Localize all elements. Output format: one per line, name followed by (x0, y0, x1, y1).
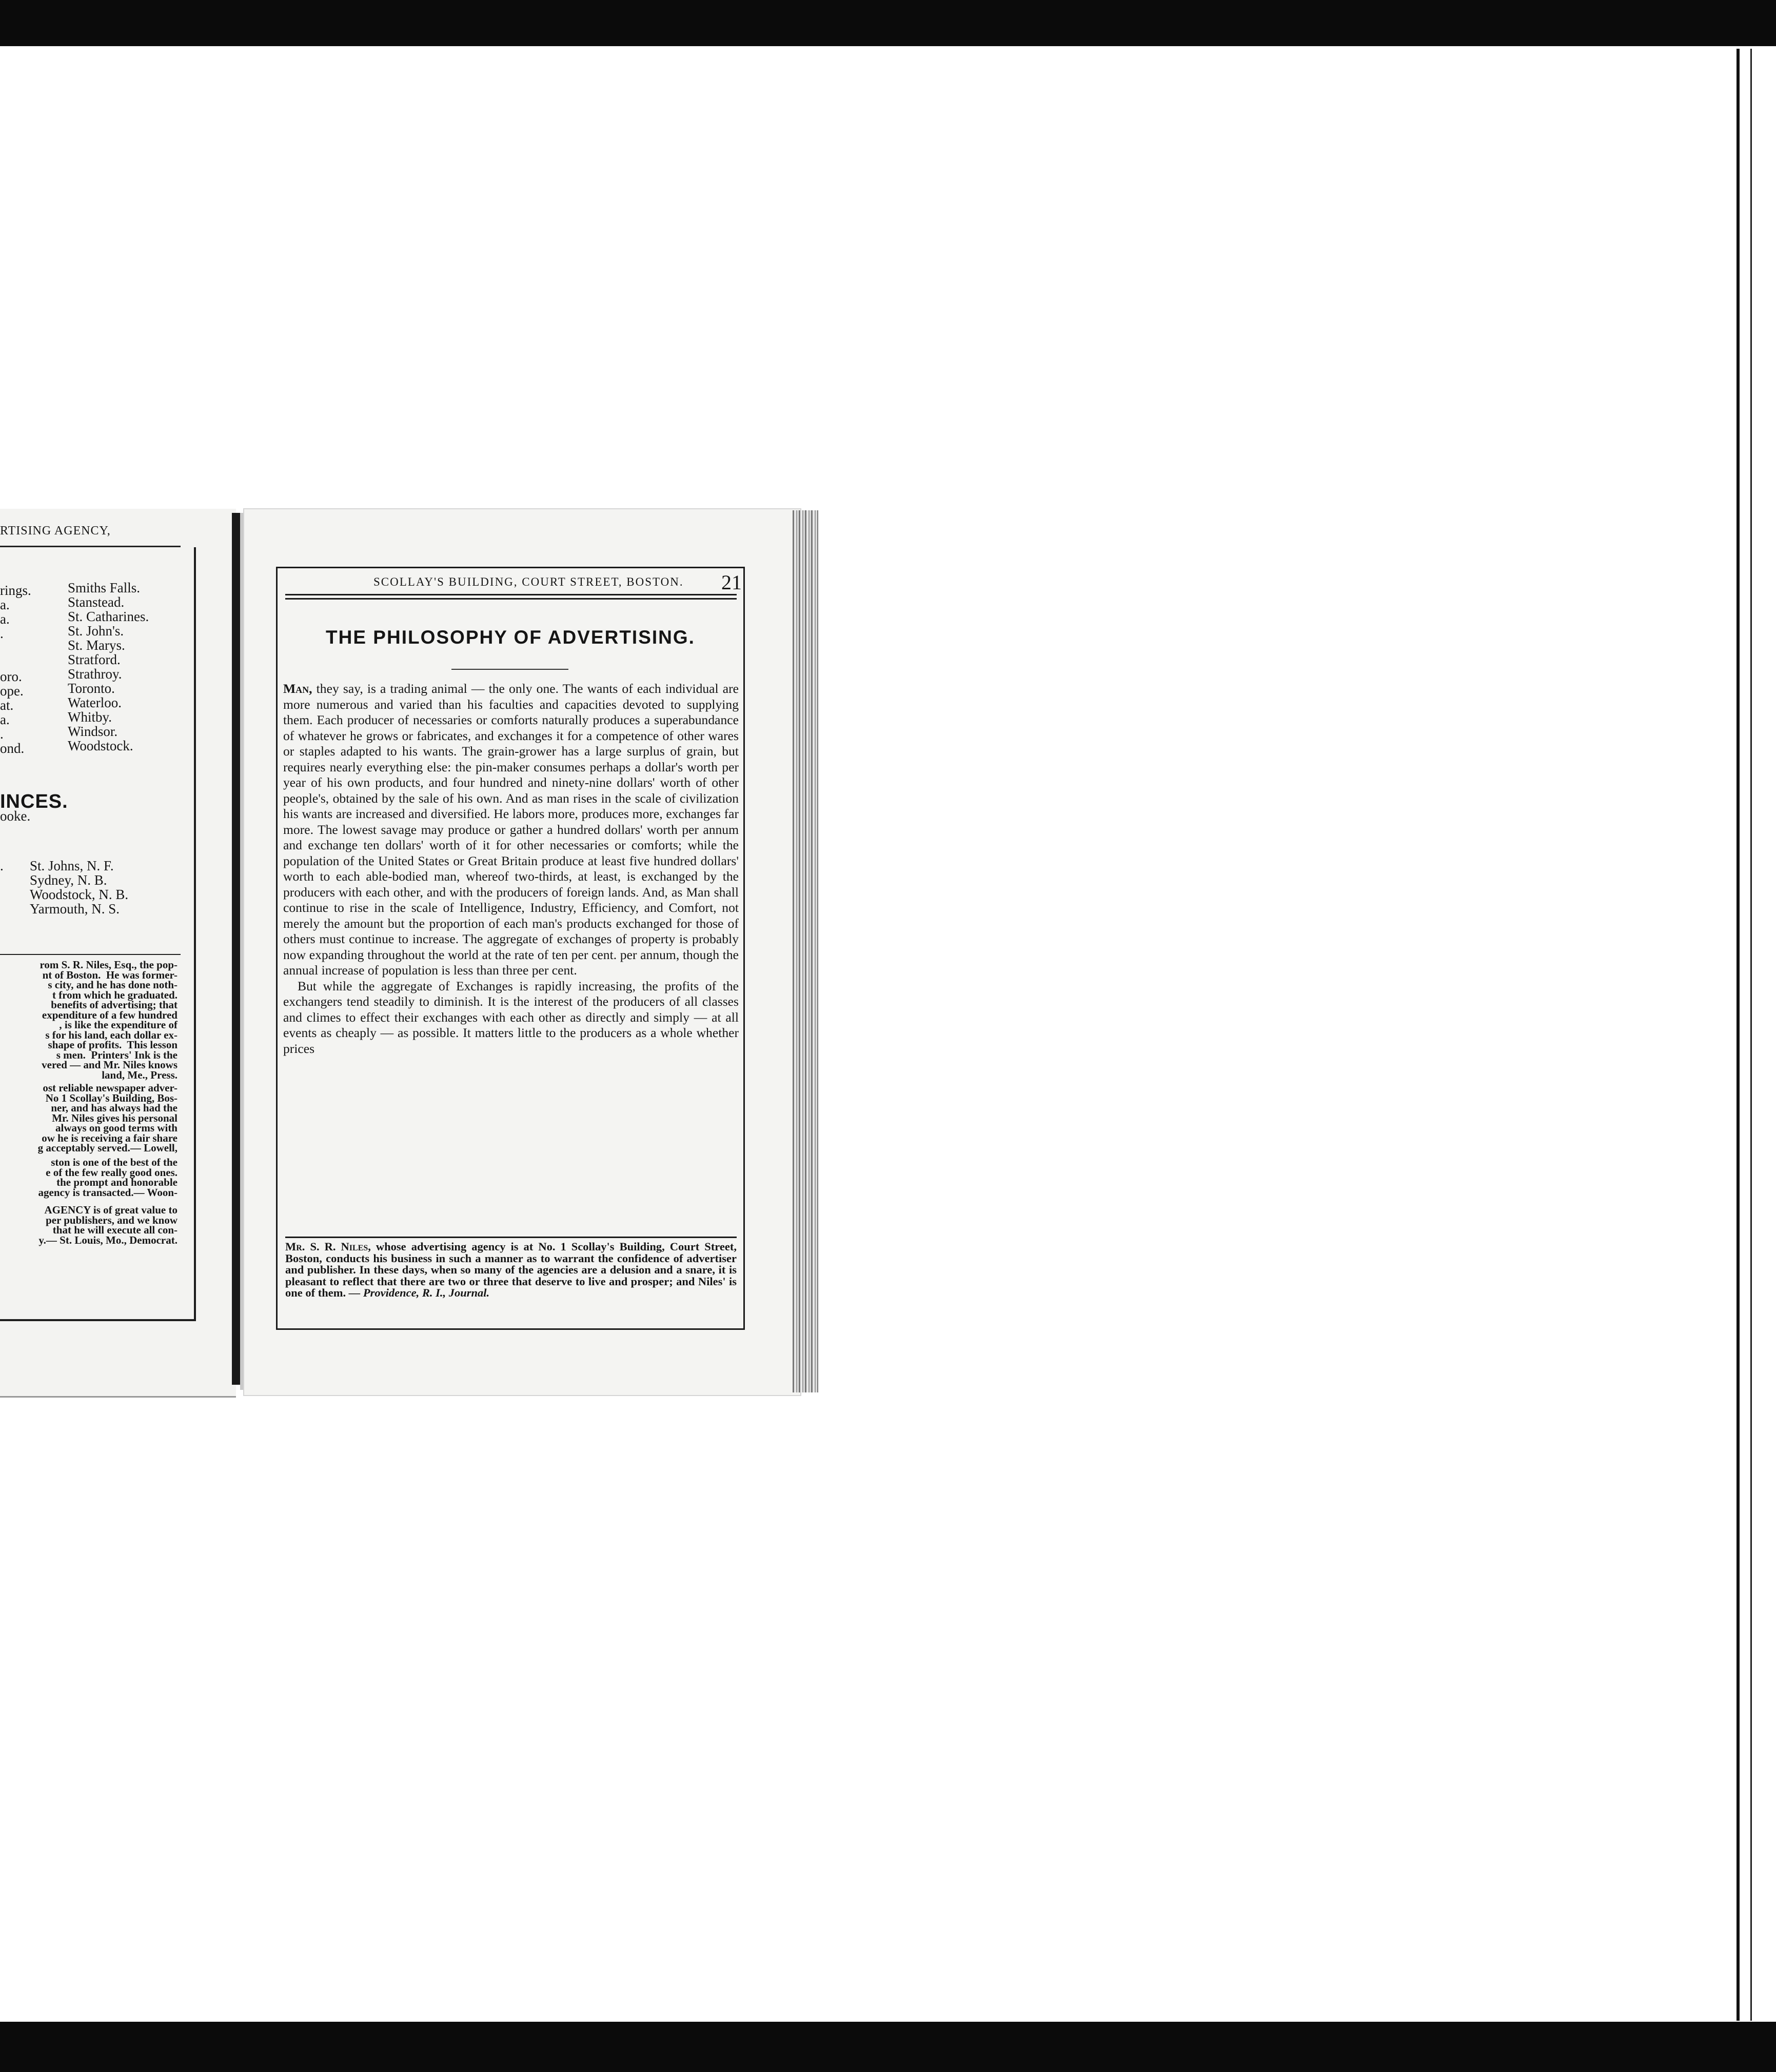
footnote-rule (285, 1237, 737, 1238)
paragraph-lead: Man, (283, 681, 312, 696)
town-name: Toronto. (68, 681, 115, 696)
spacer (0, 641, 31, 669)
town-name: St. Marys. (68, 637, 125, 653)
left-running-head: RTISING AGENCY, (0, 524, 111, 537)
right-scan-edge-thin (1750, 49, 1752, 2021)
provinces-column-2 (30, 859, 128, 916)
town-name: Woodstock. (68, 738, 133, 753)
footnote-testimonial (285, 1241, 737, 1299)
town-fragment: ope. (0, 683, 24, 699)
province-town: Yarmouth, N. S. (30, 901, 120, 917)
left-town-column-1 (0, 583, 31, 755)
head-rule-top (285, 594, 737, 595)
title-rule (451, 669, 568, 670)
left-testimonial-3: ston is one of the best of the e of the few really good ones. the prompt and honorable agency is transacted.— Woon- (38, 1156, 177, 1199)
footnote-lead: Mr. S. R. Niles, (285, 1240, 371, 1253)
town-name: Whitby. (68, 709, 112, 725)
bottom-scan-border (0, 2022, 1776, 2072)
town-name: Stratford. (68, 652, 121, 667)
page-edges (793, 510, 818, 1392)
paragraph-text: they say, is a trading animal — the only one. The wants of each individual are more numerous and varied than his faculties and capacities devoted to supplying them. Each producer of necessaries or comforts naturally produces a superabundance of whatever he grows or fabricates, and exchanges it for a competence of other wares or staples adapted to his wants. The grain-grower has a large surplus of grain, but requires nearly everything else: the pin-maker consumes perhaps a dollar's worth per year of his own products, and four hundred and ninety-nine dollars' worth of other people's, obtained by the sale of his own. And as man rises in the scale of civilization his wants are increased and diversified. He labors more, produces more, exchanges far more. The lowest savage may produce or gather a hundred dollars' worth per annum and exchange ten dollars' worth of it for other necessaries or comforts; while the population of the United States or Great Britain produce at least five hundred dollars' worth to each able-bodied man, whereof two-thirds, at least, is exchanged by the producers with each other, and with the producers of foreign lands. And, as Man shall continue to rise in the scale of Intelligence, Industry, Efficiency, and Comfort, not merely the amount but the proportion of each man's products exchanged for those of others must continue to increase. The aggregate of exchanges of property is probably now expanding throughout the world at the rate of ten per cent. per annum, though the annual increase of population is less than three per cent. (283, 681, 739, 978)
footnote-citation: — Providence, R. I., Journal. (348, 1286, 490, 1299)
left-town-column-2 (68, 581, 149, 753)
town-fragment: at. (0, 698, 14, 713)
town-fragment: . (0, 726, 4, 742)
paragraph-1 (283, 681, 739, 979)
left-testimonial-1: rom S. R. Niles, Esq., the pop- nt of Boston. He was former- s city, and he has done noth- t from which he graduated. benefits of advertising; that expenditure of a few hundred , is like the expenditure of s for his land, each dollar ex- shape of profits. This lesson s men. Printers' Ink is the vered — and Mr. Niles knows land, Me., Press. (40, 959, 177, 1081)
town-fragment: rings. (0, 583, 31, 598)
paragraph-2: But while the aggregate of Exchanges is rapidly increasing, the profits of the exchangers tend steadily to diminish. It is the interest of the producers of all classes and climes to effect their exchanges with each other as directly and simply — at all events as cheaply — as possible. It matters little to the producers as a whole whether prices (283, 978, 739, 1056)
town-name: Stanstead. (68, 594, 125, 610)
head-rule-bottom (285, 598, 737, 600)
province-town: Woodstock, N. B. (30, 887, 129, 902)
left-testimonial-2: ost reliable newspaper adver- No 1 Scollay's Building, Bos- ner, and has always had the Mr. Niles gives his personal always on good terms with ow he is receiving a fair share g acceptably served.— Lowell, (37, 1082, 177, 1154)
provinces-heading: INCES. (0, 791, 68, 812)
running-head-text: SCOLLAY'S BUILDING, COURT STREET, BOSTON. (373, 575, 684, 588)
left-page (0, 509, 236, 1398)
town-name: St. Catharines. (68, 609, 149, 624)
town-name: Windsor. (68, 724, 118, 739)
left-extra-line: ooke. (0, 808, 31, 824)
town-name: Smiths Falls. (68, 580, 141, 595)
book-gutter (232, 513, 240, 1385)
town-fragment: a. (0, 597, 10, 612)
top-scan-border (0, 0, 1776, 46)
province-town: Sydney, N. B. (30, 872, 107, 888)
left-testimonial-4: AGENCY is of great value to per publishers, and we know that he will execute all con- y.— St. Louis, Mo., Democrat. (38, 1204, 177, 1246)
provinces-column-1: . (0, 858, 4, 873)
town-fragment: ond. (0, 741, 25, 756)
town-fragment: a. (0, 712, 10, 727)
town-fragment: a. (0, 611, 10, 627)
left-section-rule (0, 954, 181, 955)
town-fragment: oro. (0, 669, 22, 684)
town-fragment: . (0, 626, 4, 641)
province-town: St. Johns, N. F. (30, 858, 114, 873)
article-title: THE PHILOSOPHY OF ADVERTISING. (326, 627, 695, 648)
right-scan-edge (1736, 49, 1740, 2021)
town-name: Waterloo. (68, 695, 122, 710)
page-number: 21 (721, 571, 742, 594)
town-name: St. John's. (68, 623, 124, 639)
article-body (283, 681, 739, 1057)
footnote-text: whose advertising agency is at No. 1 Scollay's Building, Court Street, Boston, conducts his business in such a manner as to warrant the confidence of advertiser and publisher. In these days, when so many of the agencies are a delusion and a snare, it is pleasant to reflect that there are two or three that deserve to live and prosper; and Niles' is one of them. (285, 1240, 737, 1299)
town-name: Strathroy. (68, 666, 122, 682)
